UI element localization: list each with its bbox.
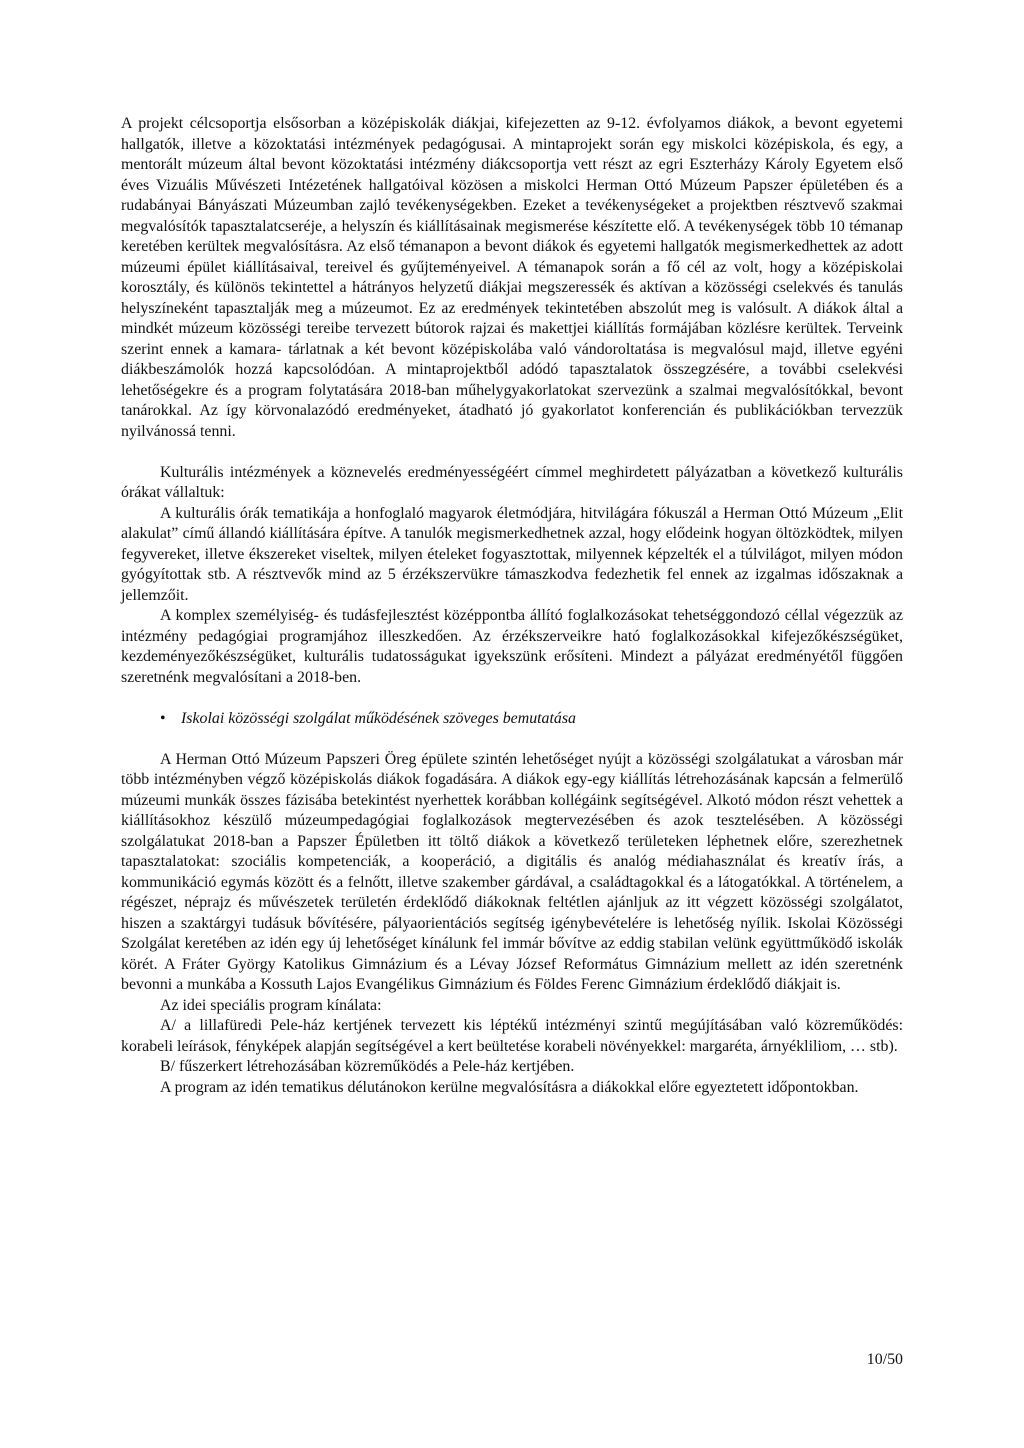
paragraph-cultural-lessons-theme: A kulturális órák tematikája a honfoglaló magyarok életmódjára, hitvilágára fókuszál a Herman Ottó Múzeum „Elit alakulat” című állandó kiállítására építve. A tanulók megismerkedhetnek azzal, hogy elődeink hogyan öltözködtek, milyen fegyvereket, illetve ékszereket viseltek, milyen ételeket fogyasztottak, milyennek képzelték el a túlvilágot, milyen módon gyógyítottak stb. A résztvevők mind az 5 érzékszervükre támaszkodva fedezhetik fel ennek az izgalmas időszaknak a jellemzőit.: [121, 504, 903, 604]
page-number: 10/50: [866, 1351, 903, 1368]
paragraph-program-offer: Az idei speciális program kínálata:: [160, 996, 382, 1014]
bullet-icon: •: [160, 709, 166, 727]
paragraph-option-b: B/ fűszerkert létrehozásában közreműködés a Pele-ház kertjében.: [160, 1058, 575, 1075]
paragraph-option-a: A/ a lillafüredi Pele-ház kertjének tervezett kis léptékű intézményi szintű megújításában való közreműködés: korabeli leírások, fényképek alapján segítségével a kert beültetése korabeli növényekkel: margaréta, árnyékliliom, … stb).: [121, 1017, 903, 1055]
paragraph-personality-development: A komplex személyiség- és tudásfejlesztést középpontba állító foglalkozásokat tehetséggondozó céllal végezzük az intézmény pedagógiai programjához illeszkedően. Az érzékszerveikre ható foglalkozásokkal kifejezőkészségüket, kezdeményezőkészségüket, kulturális tudatosságukat igyekszünk erősíteni. Mindezt a pályázat eredményétől függően szeretnénk megvalósítani a 2018-ben.: [121, 607, 903, 686]
bullet-heading-text: Iskolai közösségi szolgálat működésének szöveges bemutatása: [181, 709, 576, 727]
document-page: [121, 114, 903, 1098]
paragraph-program-schedule: A program az idén tematikus délutánokon kerülne megvalósításra a diákokkal előre egyeztetett időpontokban.: [160, 1078, 859, 1096]
paragraph-target-group: A projekt célcsoportja elsősorban a középiskolák diákjai, kifejezetten az 9-12. évfolyamos diákok, a bevont egyetemi hallgatók, illetve a közoktatási intézmények pedagógusai. A mintaprojekt során egy miskolci középiskola, és egy, a mentorált múzeum által bevont közoktatási intézmény diákcsoportja vett részt az egri Eszterházy Károly Egyetem első éves Vizuális Művészeti Intézetének hallgatóival közösen a miskolci Herman Ottó Múzeum Papszer épületében és a rudabányai Bányászati Múzeumban zajló tevékenységekben. Ezeket a tevékenységeket a projektben résztvevő szakmai megvalósítók tapasztalatcseréje, a helyszín és kiállításainak megismerése készítette elő. A tevékenységek több 10 témanap keretében kerültek megvalósításra. Az első témanapon a bevont diákok és egyetemi hallgatók megismerkedhettek az adott múzeumi épület kiállításaival, tereivel és gyűjteményeivel. A témanapok során a fő cél az volt, hogy a középiskolai korosztály, és különös tekintettel a hátrányos helyzetű diákjai megszeressék és aktívan a közösségi cselekvés és tanulás helyszíneként tapasztalják meg a múzeumot. Ez az eredmények tekintetében abszolút meg is valósult. A diákok által a mindkét múzeum közösségi tereibe tervezett bútorok rajzai és makettjei kiállítás formájában közlésre kerültek. Terveink szerint ennek a kamara- tárlatnak a két bevont középiskolába való vándoroltatása is megvalósul majd, illetve egyéni diákbeszámolók hozzá kapcsolódóan. A mintaprojektből adódó tapasztalatok összegzésére, a további cselekvési lehetőségekre és a program folytatására 2018-ban műhelygyakorlatokat szervezünk a szalmai megvalósítókkal, bevont tanárokkal. Az így körvonalazódó eredményeket, átadható jó gyakorlatot konferencián és publikációkban tervezzük nyilvánossá tenni.: [121, 115, 903, 440]
paragraph-cultural-lessons-intro: Kulturális intézmények a köznevelés eredményességéért címmel meghirdetett pályázatban a következő kulturális órákat vállaltuk:: [121, 463, 903, 501]
paragraph-community-service: A Herman Ottó Múzeum Papszeri Öreg épülete szintén lehetőséget nyújt a közösségi szolgálatukat a városban már több intézményben végző középiskolás diákok fogadására. A diákok egy-egy kiállítás létrehozásának kapcsán a felmerülő múzeumi munkák összes fázisába betekintést nyerhettek korábban kollégáink segítségével. Alkotó módon részt vehettek a kiállításokhoz készülő múzeumpedagógiai foglalkozások megtervezésében és azok tesztelésében. A közösségi szolgálatukat 2018-ban a Papszer Épületben itt töltő diákok a következő területeken léphetnek előre, szerezhetnek tapasztalatokat: szociális kompetenciák, a kooperáció, a digitális és analóg médiahasználat és kreatív írás, a kommunikáció egymás között és a felnőtt, illetve szakember gárdával, a családtagokkal és a látogatókkal. A történelem, a régészet, néprajz és művészetek területén érdeklődő diákoknak feltétlen ajánljuk az itt végzett közösségi szolgálatot, hiszen a szaktárgyi tudásuk bővítésére, pályaorientációs segítség igénybevételére is lehetőség nyílik. Iskolai Közösségi Szolgálat keretében az idén egy új lehetőséget kínálunk fel immár bővítve az eddig stabilan velünk együttműködő iskolák körét. A Fráter György Katolikus Gimnázium és a Lévay József Református Gimnázium mellett az idén szeretnénk bevonni a munkába a Kossuth Lajos Evangélikus Gimnázium és Földes Ferenc Gimnázium érdeklődő diákjait is.: [121, 750, 903, 993]
bullet-heading: [121, 709, 903, 730]
